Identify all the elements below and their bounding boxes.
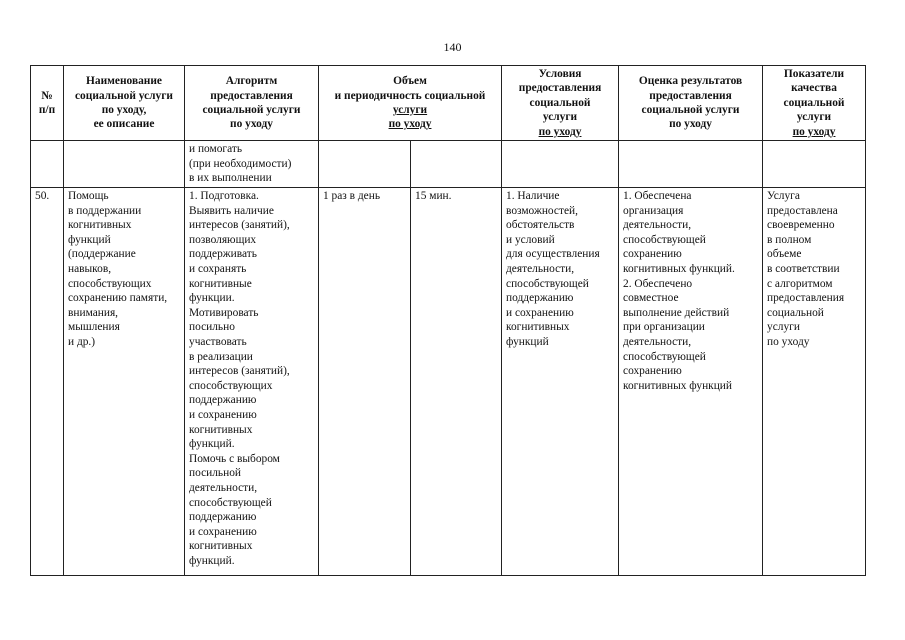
text-line: сохранению памяти,: [68, 292, 168, 305]
text-line: способствующей: [623, 350, 706, 363]
text-line: и сохранять: [189, 263, 247, 275]
header-algorithm: [185, 66, 319, 141]
text-line: функций: [506, 335, 549, 348]
header-indicators: [763, 66, 866, 141]
text-line: 1. Наличие: [506, 190, 560, 203]
text-line: социальной: [783, 96, 845, 109]
text-line: способствующей: [189, 496, 272, 509]
text-line: №: [41, 89, 53, 102]
text-line: п/п: [38, 104, 56, 117]
cell-duration: 15 мин.: [411, 188, 502, 576]
header-num: [31, 66, 64, 141]
text-line: социальной: [767, 306, 824, 319]
text-line: 2. Обеспечено: [623, 277, 693, 290]
text-line: внимания,: [68, 306, 119, 319]
text-line: когнитивных: [506, 321, 570, 334]
text-line: в реализации: [189, 350, 253, 363]
cell-name: [64, 188, 185, 576]
text-line: (поддержание: [68, 248, 136, 261]
text-line: интересов (занятий),: [189, 219, 290, 232]
text-line: Помочь с выбором: [189, 452, 280, 465]
text-line: деятельности,: [506, 263, 575, 275]
text-line: когнитивных: [189, 540, 253, 553]
text-line: ее описание: [93, 118, 155, 131]
text-line: по уходу: [792, 125, 836, 138]
header-row: [31, 66, 866, 141]
text-line: Выявить наличие: [189, 204, 274, 217]
text-line: объеме: [767, 248, 802, 261]
text-line: способствующей: [623, 233, 706, 246]
text-line: поддержанию: [189, 394, 257, 407]
text-line: услуги: [796, 111, 832, 124]
text-line: услуги: [392, 104, 428, 117]
text-line: способствующих: [189, 379, 273, 392]
text-line: организация: [623, 204, 684, 217]
text-line: по уходу,: [101, 104, 147, 117]
text-line: в полном: [767, 233, 812, 246]
header-volume: [319, 66, 502, 141]
text-line: по уходу: [767, 335, 810, 348]
text-line: по уходу: [388, 118, 432, 131]
text-line: Объем: [393, 75, 427, 88]
cell-periodicity: [319, 141, 411, 188]
text-line: при организации: [623, 321, 705, 334]
table-row-50: [31, 188, 866, 576]
text-line: социальной услуги: [75, 89, 173, 102]
text-line: Условия: [538, 68, 582, 80]
text-line: интересов (занятий),: [189, 365, 290, 378]
header-evaluation: [619, 66, 763, 141]
text-line: предоставления: [649, 89, 732, 102]
text-line: поддерживать: [189, 248, 257, 261]
text-line: Оценка результатов: [638, 75, 743, 88]
text-line: своевременно: [767, 219, 835, 232]
page-number: 140: [443, 40, 462, 54]
text-line: сохранению: [623, 365, 682, 378]
text-line: услуги: [767, 321, 800, 334]
text-line: деятельности,: [623, 219, 692, 232]
text-line: обстоятельств: [506, 219, 575, 232]
text-line: по уходу: [538, 125, 582, 138]
cell-num: 50.: [31, 188, 64, 576]
text-line: функций.: [189, 438, 235, 451]
text-line: деятельности,: [189, 481, 258, 494]
text-line: предоставления: [210, 89, 293, 102]
text-line: когнитивных: [189, 423, 253, 436]
cell-indicators: [763, 188, 866, 576]
social-services-table: [30, 65, 866, 576]
text-line: способствующих: [68, 277, 152, 290]
cell-conditions: [502, 141, 619, 188]
text-line: выполнение действий: [623, 306, 730, 319]
text-line: Помощь: [68, 190, 109, 203]
text-line: по уходу: [230, 118, 273, 131]
text-line: возможностей,: [506, 204, 578, 217]
text-line: и периодичность социальной: [334, 89, 486, 102]
text-line: Показатели: [783, 68, 845, 80]
text-line: поддержанию: [189, 511, 257, 524]
text-line: позволяющих: [189, 233, 257, 246]
cell-evaluation: [619, 141, 763, 188]
text-line: качества: [791, 82, 837, 95]
cell-name: [64, 141, 185, 188]
text-line: Мотивировать: [189, 306, 259, 319]
text-line: в соответствии: [767, 263, 840, 275]
cell-num: [31, 141, 64, 188]
text-line: навыков,: [68, 263, 112, 275]
text-line: услуги: [542, 111, 578, 124]
text-line: в их выполнении: [189, 172, 272, 185]
text-line: социальной услуги: [641, 104, 740, 117]
cell-indicators: [763, 141, 866, 188]
text-line: и помогать: [189, 143, 243, 156]
text-line: деятельности,: [623, 335, 692, 348]
text-line: предоставлена: [767, 204, 838, 217]
text-line: когнитивных: [68, 219, 132, 232]
text-line: для осуществления: [506, 248, 600, 261]
text-line: и сохранению: [189, 408, 257, 421]
text-line: с алгоритмом: [767, 277, 833, 290]
text-line: когнитивных функций: [623, 379, 732, 392]
cell-periodicity: 1 раз в день: [319, 188, 411, 576]
text-line: функций.: [189, 554, 235, 567]
table-row-continuation: [31, 141, 866, 188]
text-line: предоставления: [767, 292, 845, 305]
text-line: когнитивные: [189, 277, 252, 290]
text-line: предоставления: [518, 82, 602, 95]
text-line: 1. Обеспечена: [623, 190, 692, 203]
cell-algorithm: [185, 141, 319, 188]
text-line: в поддержании: [68, 204, 142, 217]
text-line: участвовать: [189, 335, 247, 348]
text-line: посильно: [189, 321, 235, 334]
text-line: и сохранению: [189, 525, 257, 538]
cell-algorithm: [185, 188, 319, 576]
header-conditions: [502, 66, 619, 141]
text-line: Алгоритм: [225, 75, 278, 88]
text-line: Услуга: [767, 190, 800, 203]
text-line: и др.): [68, 335, 96, 348]
cell-duration: [411, 141, 502, 188]
text-line: (при необходимости): [189, 157, 292, 170]
text-line: когнитивных функций.: [623, 263, 735, 275]
text-line: социальной услуги: [202, 104, 301, 117]
text-line: способствующей: [506, 277, 589, 290]
header-name: [64, 66, 185, 141]
text-line: и условий: [506, 233, 555, 246]
cell-conditions: [502, 188, 619, 576]
text-line: посильной: [189, 467, 241, 480]
text-line: Наименование: [86, 75, 162, 88]
text-line: совместное: [623, 292, 679, 305]
text-line: мышления: [68, 321, 120, 334]
text-line: социальной: [529, 96, 591, 109]
text-line: функций: [68, 233, 111, 246]
text-line: и сохранению: [506, 306, 574, 319]
cell-evaluation: [619, 188, 763, 576]
text-line: по уходу: [669, 118, 712, 131]
text-line: поддержанию: [506, 292, 574, 305]
text-line: функции.: [189, 292, 235, 305]
text-line: 1. Подготовка.: [189, 190, 259, 203]
text-line: сохранению: [623, 248, 682, 261]
